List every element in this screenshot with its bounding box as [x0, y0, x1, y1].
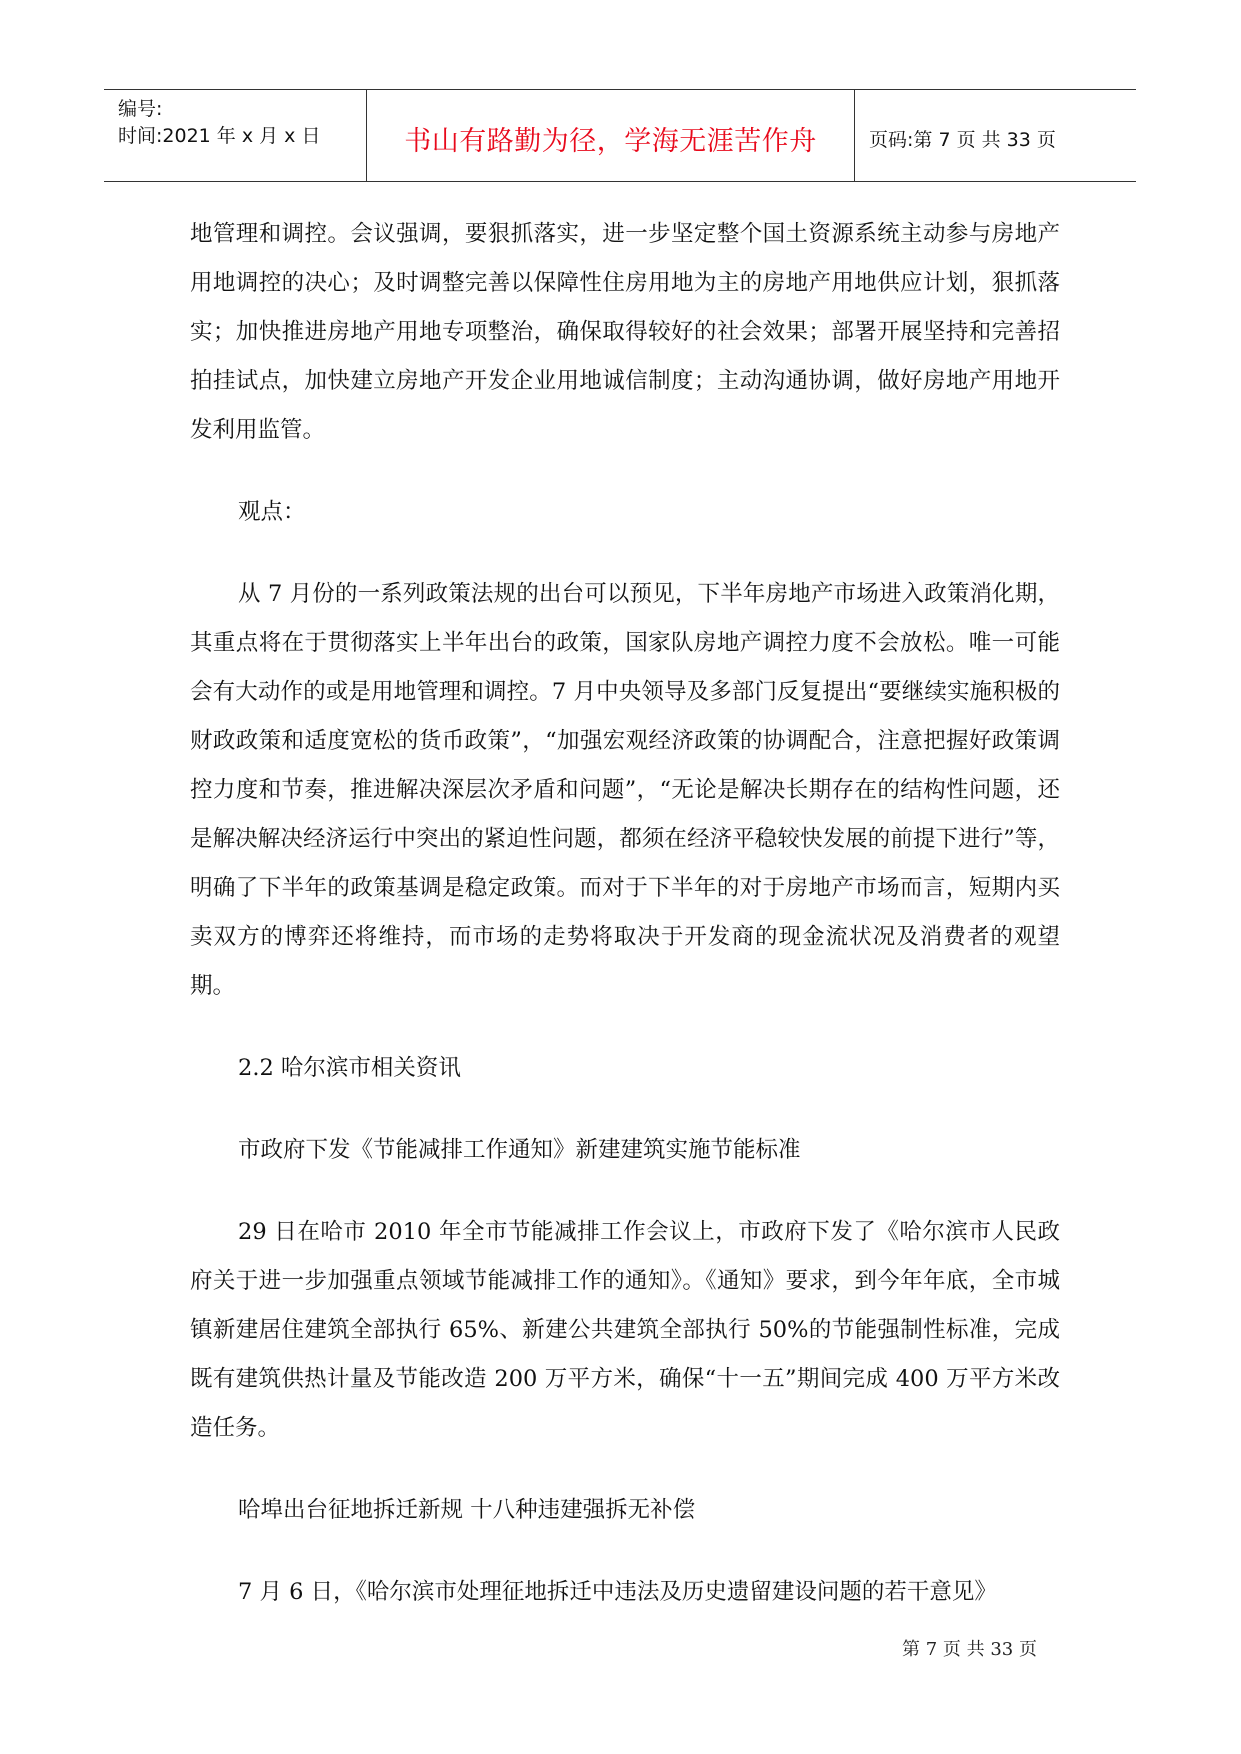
section-label-viewpoint: 观点：: [238, 499, 306, 525]
header-motto-cell: [367, 90, 855, 181]
header-page-number: 页码:第 7 页 共 33 页: [869, 129, 1056, 151]
body-paragraph: 地管理和调控。会议强调，要狠抓落实，进一步坚定整个国土资源系统主动参与房地产用地调控的决心；及时调整完善以保障性住房用地为主的房地产用地供应计划，狠抓落实；加快推进房地产用地专项整治，确保取得较好的社会效果；部署开展坚持和完善招拍挂试点，加快建立房地产开发企业用地诚信制度；主动沟通协调，做好房地产用地开发利用监管。: [190, 221, 1060, 443]
body-paragraph: 29 日在哈市 2010 年全市节能减排工作会议上，市政府下发了《哈尔滨市人民政府关于进一步加强重点领域节能减排工作的通知》。《通知》要求，到今年年底，全市城镇新建居住建筑全部执行 65%、新建公共建筑全部执行 50%的节能强制性标准，完成既有建筑供热计量及节能改造 200 万平方米，确保“十一五”期间完成 400 万平方米改造任务。: [190, 1219, 1060, 1441]
document-number-label: 编号:: [118, 98, 163, 120]
header-meta-cell: [104, 90, 367, 181]
section-heading: 2.2 哈尔滨市相关资讯: [238, 1055, 461, 1081]
news-headline: 哈埠出台征地拆迁新规 十八种违建强拆无补偿: [238, 1497, 696, 1523]
header-page-cell: [855, 90, 1136, 181]
document-time-label: 时间:2021 年 x 月 x 日: [118, 125, 321, 147]
news-headline: 市政府下发《节能减排工作通知》新建建筑实施节能标准: [238, 1137, 801, 1163]
page-footer: 第 7 页 共 33 页: [902, 1639, 1037, 1660]
header-motto: 书山有路勤为径，学海无涯苦作舟: [404, 126, 817, 157]
body-paragraph: 从 7 月份的一系列政策法规的出台可以预见，下半年房地产市场进入政策消化期，其重点将在于贯彻落实上半年出台的政策，国家队房地产调控力度不会放松。唯一可能会有大动作的或是用地管理和调控。7 月中央领导及多部门反复提出“要继续实施积极的财政政策和适度宽松的货币政策”，“加强宏观经济政策的协调配合，注意把握好政策调控力度和节奏，推进解决深层次矛盾和问题”，“无论是解决长期存在的结构性问题，还是解决解决经济运行中突出的紧迫性问题，都须在经济平稳较快发展的前提下进行”等，明确了下半年的政策基调是稳定政策。而对于下半年的对于房地产市场而言，短期内买卖双方的博弈还将维持，而市场的走势将取决于开发商的现金流状况及消费者的观望期。: [190, 581, 1060, 999]
document-body: [190, 210, 1060, 1617]
page-header: [104, 89, 1136, 182]
body-paragraph: 7 月 6 日，《哈尔滨市处理征地拆迁中违法及历史遗留建设问题的若干意见》: [238, 1579, 997, 1605]
